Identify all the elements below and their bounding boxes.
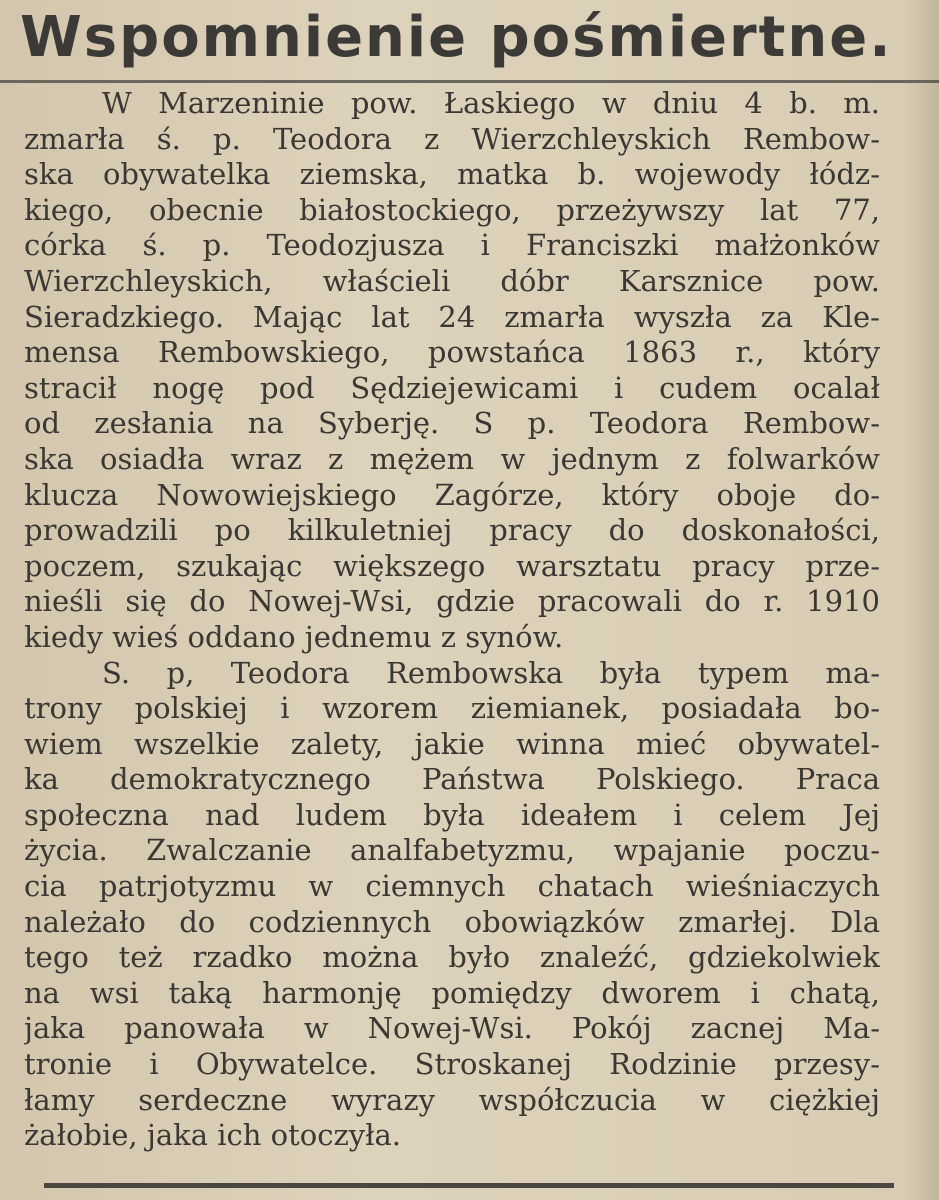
text-line: poczem, szukając większego warsztatu pracy prze- [24, 548, 880, 583]
headline: Wspomnienie pośmiertne. [20, 5, 893, 70]
text-line: S. p, Teodora Rembowska była typem ma- [102, 655, 880, 690]
text-line: prowadzili po kilkuletniej pracy do doskonałości, [24, 513, 880, 548]
text-line: życia. Zwalczanie analfabetyzmu, wpajanie poczu- [24, 833, 880, 868]
text-line: stracił nogę pod Sędziejewicami i cudem ocalał [24, 370, 880, 405]
text-line: ska osiadła wraz z mężem w jednym z folwarków [24, 441, 880, 476]
text-line: tego też rzadko można było znaleźć, gdziekolwiek [24, 940, 880, 975]
text-line: kiego, obecnie białostockiego, przeżywszy lat 77, [24, 192, 880, 227]
text-line: żałobie, jaka ich otoczyła. [24, 1118, 402, 1153]
text-line: społeczna nad ludem była ideałem i celem Jej [24, 797, 880, 832]
text-line: nieśli się do Nowej-Wsi, gdzie pracowali do r. 1910 [24, 584, 880, 619]
top-rule [0, 80, 939, 83]
text-line: trony polskiej i wzorem ziemianek, posiadała bo- [24, 691, 880, 726]
text-line: na wsi taką harmonję pomiędzy dworem i chatą, [24, 975, 880, 1010]
page-edge-shadow [903, 0, 939, 1200]
text-line: klucza Nowowiejskiego Zagórze, który oboje do- [24, 477, 880, 512]
text-line: mensa Rembowskiego, powstańca 1863 r., który [24, 335, 880, 370]
text-line: łamy serdeczne wyrazy współczucia w ciężkiej [24, 1082, 880, 1117]
text-line: W Marzeninie pow. Łaskiego w dniu 4 b. m. [102, 86, 880, 120]
text-line: zmarła ś. p. Teodora z Wierzchleyskich Rembow- [24, 121, 880, 156]
article-body [24, 86, 880, 1154]
text-line: jaka panowała w Nowej-Wsi. Pokój zacnej Ma- [24, 1011, 880, 1046]
text-line: tronie i Obywatelce. Stroskanej Rodzinie przesy- [24, 1047, 880, 1082]
text-line: kiedy wieś oddano jednemu z synów. [24, 619, 564, 654]
text-line: wiem wszelkie zalety, jakie winna mieć obywatel- [24, 726, 880, 761]
text-line: Sieradzkiego. Mając lat 24 zmarła wyszła za Kle- [24, 299, 880, 334]
text-line: Wierzchleyskich, właścieli dóbr Karsznice pow. [24, 263, 880, 298]
text-line: cia patrjotyzmu w ciemnych chatach wieśniaczych [24, 869, 880, 904]
text-line: ka demokratycznego Państwa Polskiego. Praca [24, 762, 880, 797]
text-line: ska obywatelka ziemska, matka b. wojewody łódz- [24, 157, 880, 192]
text-line: należało do codziennych obowiązków zmarłej. Dla [24, 904, 880, 939]
bottom-rule [44, 1183, 894, 1188]
text-line: córka ś. p. Teodozjusza i Franciszki małżonków [24, 228, 880, 263]
text-line: od zesłania na Syberję. S p. Teodora Rembow- [24, 406, 880, 441]
